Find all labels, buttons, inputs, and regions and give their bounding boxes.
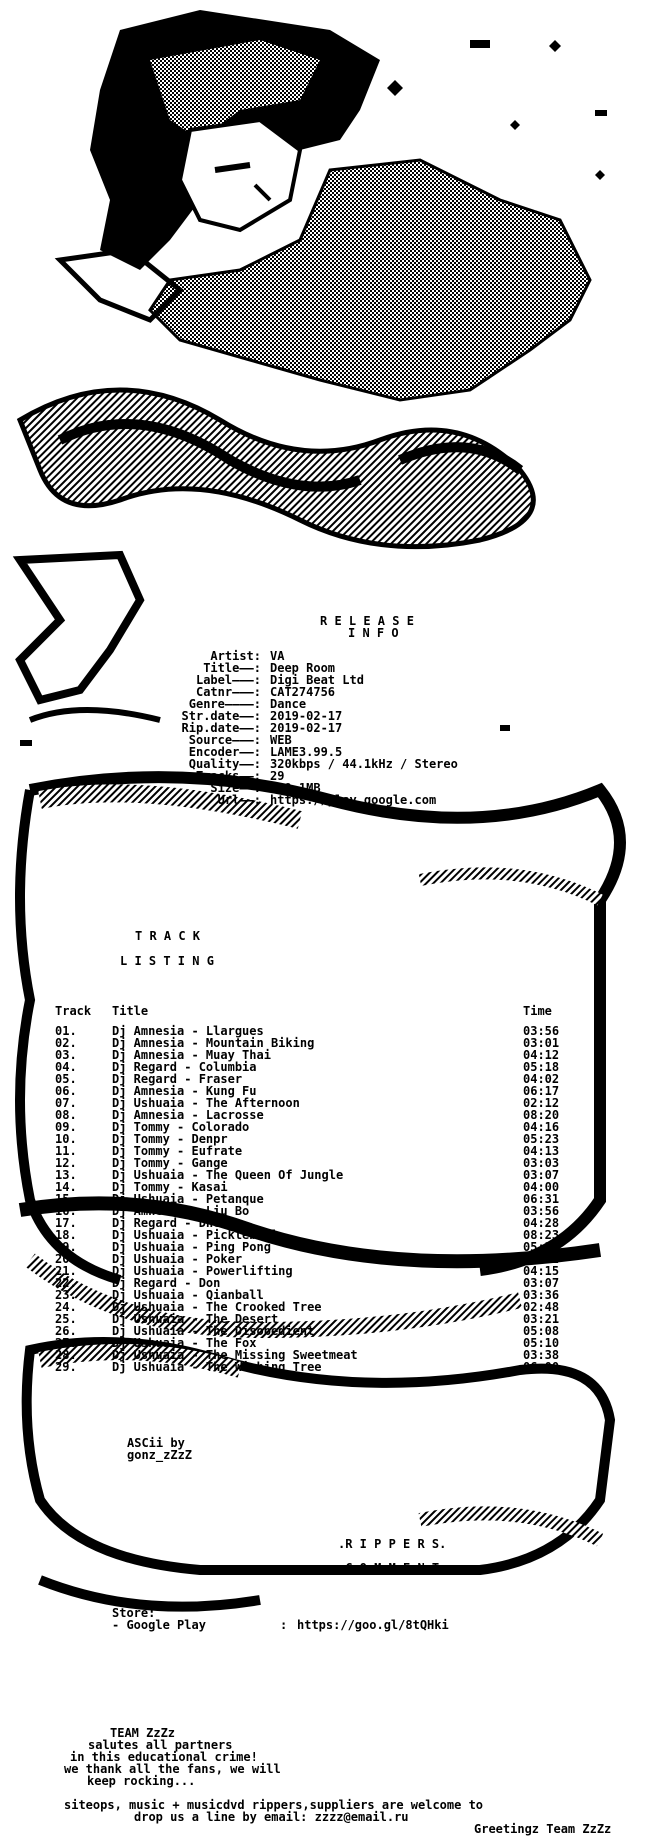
track-time: 03:36	[523, 1288, 560, 1302]
field-value-str-date: 2019-02-17	[270, 709, 343, 723]
track-time: 04:13	[523, 1144, 560, 1158]
track-number: 22.	[55, 1276, 77, 1290]
field-label-encoder: Encoder——:	[188, 745, 261, 759]
track-number: 21.	[55, 1264, 77, 1278]
field-value-size: 299.1MB	[270, 781, 321, 795]
field-label-catnr: Catnr———:	[195, 685, 261, 699]
ascii-credit-line1: ASCii by	[127, 1436, 185, 1450]
track-time: 05:23	[523, 1240, 560, 1254]
track-time: 02:48	[523, 1300, 560, 1314]
track-number: 18.	[55, 1228, 77, 1242]
track-time: 08:20	[523, 1108, 560, 1122]
track-number: 24.	[55, 1300, 77, 1314]
track-time: 08:23	[523, 1228, 560, 1242]
track-title: Dj Regard - Dnestr	[112, 1216, 243, 1230]
track-time: 06:00	[523, 1360, 560, 1374]
track-number: 02.	[55, 1036, 77, 1050]
track-listing-heading-2: L I S T I N G	[120, 954, 214, 968]
store-label: Store:	[112, 1606, 156, 1620]
track-title: Dj Ushuaia - Powerlifting	[112, 1264, 293, 1278]
track-number: 17.	[55, 1216, 77, 1230]
store-name: - Google Play	[112, 1618, 206, 1632]
track-title: Dj Ushuaia - The Fox	[112, 1336, 257, 1350]
track-title: Dj Regard - Fraser	[112, 1072, 243, 1086]
track-time: 03:21	[523, 1312, 560, 1326]
track-number: 20.	[55, 1252, 77, 1266]
footer-greetings: Greetingz Team ZzZz	[474, 1822, 612, 1836]
field-label-label: Label———:	[195, 673, 261, 687]
track-title: Dj Amnesia - Kung Fu	[112, 1084, 257, 1098]
track-time: 04:16	[523, 1120, 560, 1134]
track-time: 03:38	[523, 1348, 560, 1362]
field-label-str-date: Str.date——:	[181, 709, 261, 723]
track-number: 10.	[55, 1132, 77, 1146]
track-number: 07.	[55, 1096, 77, 1110]
track-title: Dj Ushuaia - Petanque	[112, 1192, 264, 1206]
track-time: 05:23	[523, 1132, 560, 1146]
field-label-artist: Artist:	[210, 649, 261, 663]
ascii-credit-line2: gonz_zZzZ	[127, 1448, 193, 1462]
release-info-swirl	[20, 555, 510, 746]
field-value-quality: 320kbps / 44.1kHz / Stereo	[270, 757, 458, 771]
field-value-encoder: LAME3.99.5	[270, 745, 343, 759]
footer-email: drop us a line by email: zzzz@email.ru	[134, 1810, 409, 1824]
field-label-url: Url——:	[217, 793, 261, 807]
track-time: 02:12	[523, 1096, 560, 1110]
field-label-size: Size——:	[210, 781, 261, 795]
track-title: Dj Amnesia - Mountain Biking	[112, 1036, 315, 1050]
store-separator: :	[280, 1618, 288, 1632]
track-title: Dj Amnesia - Liu Bo	[112, 1204, 250, 1218]
col-time-header: Time	[523, 1004, 552, 1018]
comment-heading: .C O M M E N T.	[338, 1561, 447, 1575]
track-time: 03:07	[523, 1276, 560, 1290]
track-title: Dj Ushuaia - The Crooked Tree	[112, 1300, 322, 1314]
track-number: 19.	[55, 1240, 77, 1254]
track-number: 03.	[55, 1048, 77, 1062]
field-value-source: WEB	[270, 733, 292, 747]
track-title: Dj Tommy - Kasai	[112, 1180, 228, 1194]
track-listing-heading-1: T R A C K	[135, 929, 201, 943]
field-label-title: Title——:	[203, 661, 261, 675]
footer-salutes: salutes all partners	[88, 1738, 233, 1752]
track-number: 11.	[55, 1144, 77, 1158]
field-value-url: https://play.google.com	[270, 793, 437, 807]
field-value-artist: VA	[270, 649, 285, 663]
track-time: 03:22	[523, 1252, 560, 1266]
track-title: Dj Regard - Don	[112, 1276, 221, 1290]
track-time: 04:02	[523, 1072, 560, 1086]
track-title: Dj Tommy - Gange	[112, 1156, 228, 1170]
track-time: 03:03	[523, 1156, 560, 1170]
track-number: 06.	[55, 1084, 77, 1098]
track-time: 04:12	[523, 1048, 560, 1062]
track-title: Dj Tommy - Denpr	[112, 1132, 228, 1146]
track-number: 14.	[55, 1180, 77, 1194]
track-title: Dj Amnesia - Llargues	[112, 1024, 264, 1038]
track-number: 09.	[55, 1120, 77, 1134]
track-time: 04:28	[523, 1216, 560, 1230]
girl-illustration	[20, 10, 607, 547]
track-number: 16.	[55, 1204, 77, 1218]
track-title: Dj Ushuaia - The Queen Of Jungle	[112, 1168, 344, 1182]
footer-rocking: keep rocking...	[87, 1774, 196, 1788]
field-value-genre: Dance	[270, 697, 307, 711]
track-number: 29.	[55, 1360, 77, 1374]
track-number: 28.	[55, 1348, 77, 1362]
field-label-rip-date: Rip.date——:	[181, 721, 261, 735]
footer-crime: in this educational crime!	[70, 1750, 258, 1764]
field-value-title: Deep Room	[270, 661, 336, 675]
rippers-heading: .R I P P E R S.	[338, 1537, 447, 1551]
field-label-genre: Genre————:	[188, 697, 261, 711]
track-time: 03:56	[523, 1204, 560, 1218]
track-title: Dj Amnesia - Muay Thai	[112, 1048, 271, 1062]
release-info-heading-1: R E L E A S E	[320, 614, 414, 628]
release-info-heading-2: I N F O	[348, 626, 399, 640]
track-title: Dj Amnesia - Lacrosse	[112, 1108, 264, 1122]
track-number: 01.	[55, 1024, 77, 1038]
track-number: 25.	[55, 1312, 77, 1326]
track-time: 03:07	[523, 1168, 560, 1182]
footer-thanks: we thank all the fans, we will	[64, 1762, 281, 1776]
track-number: 26.	[55, 1324, 77, 1338]
track-number: 12.	[55, 1156, 77, 1170]
field-label-tracks: Tracks——:	[195, 769, 261, 783]
track-title: Dj Ushuaia - Ping Pong	[112, 1240, 271, 1254]
track-title: Dj Ushuaia - Pickleball	[112, 1228, 279, 1242]
track-time: 03:56	[523, 1024, 560, 1038]
track-title: Dj Ushuaia - The Missing Sweetmeat	[112, 1348, 358, 1362]
track-number: 08.	[55, 1108, 77, 1122]
col-track-header: Track	[55, 1004, 92, 1018]
track-title: Dj Ushuaia - Qianball	[112, 1288, 264, 1302]
track-number: 13.	[55, 1168, 77, 1182]
track-time: 04:15	[523, 1264, 560, 1278]
track-title: Dj Tommy - Colorado	[112, 1120, 250, 1134]
col-title-header: Title	[112, 1004, 149, 1018]
footer-team: TEAM ZzZz	[110, 1726, 176, 1740]
field-value-catnr: CAT274756	[270, 685, 336, 699]
track-time: 05:08	[523, 1324, 560, 1338]
field-value-label: Digi Beat Ltd	[270, 673, 364, 687]
track-time: 05:10	[523, 1336, 560, 1350]
field-value-rip-date: 2019-02-17	[270, 721, 343, 735]
track-number: 05.	[55, 1072, 77, 1086]
track-number: 04.	[55, 1060, 77, 1074]
track-number: 15.	[55, 1192, 77, 1206]
track-time: 06:17	[523, 1084, 560, 1098]
store-url: https://goo.gl/8tQHki	[297, 1618, 449, 1632]
track-number: 27.	[55, 1336, 77, 1350]
track-title: Dj Tommy - Eufrate	[112, 1144, 243, 1158]
track-time: 05:18	[523, 1060, 560, 1074]
track-time: 06:31	[523, 1192, 560, 1206]
track-time: 04:00	[523, 1180, 560, 1194]
track-title: Dj Ushuaia - The Disobedient	[112, 1324, 315, 1338]
footer-siteops: siteops, music + musicdvd rippers,suppliers are welcome to	[64, 1798, 484, 1812]
track-title: Dj Ushuaia - The Afternoon	[112, 1096, 300, 1110]
field-value-tracks: 29	[270, 769, 285, 783]
track-title: Dj Ushuaia - The Desert	[112, 1312, 279, 1326]
field-label-quality: Quality——:	[188, 757, 261, 771]
track-title: Dj Regard - Columbia	[112, 1060, 257, 1074]
track-number: 23.	[55, 1288, 77, 1302]
track-title: Dj Ushuaia - The Wishing Tree	[112, 1360, 322, 1374]
track-time: 03:01	[523, 1036, 560, 1050]
track-title: Dj Ushuaia - Poker	[112, 1252, 243, 1266]
rippers-comment-frame	[27, 1342, 610, 1607]
field-label-source: Source———:	[188, 733, 261, 747]
